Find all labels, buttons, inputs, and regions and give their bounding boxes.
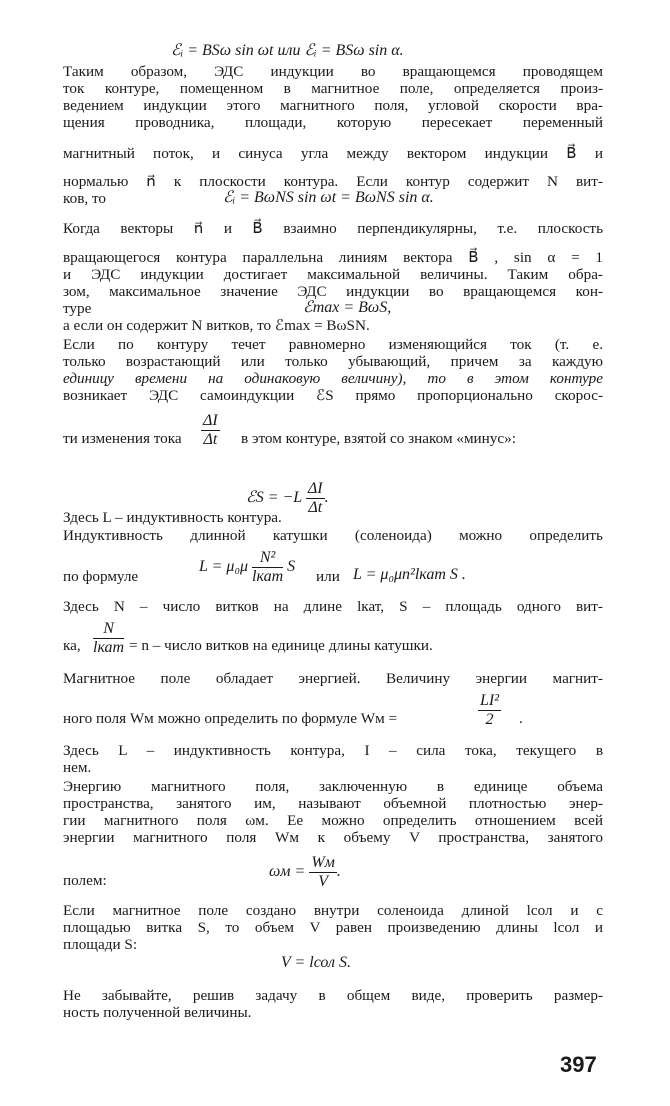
- punctuation: .: [519, 710, 523, 727]
- paragraph-line: Если по контуру течет равномерно изменяющийся ток (т. е.: [63, 336, 603, 353]
- formula-lhs: ℰS = −L: [246, 489, 302, 507]
- formula-tail: S: [287, 558, 296, 576]
- fraction-turns-per-length: [93, 620, 124, 657]
- paragraph-line: и ЭДС индукции достигает максимальной величины. Таким обра-: [63, 266, 603, 283]
- paragraph-line: вращающегося контура параллельна линиям вектора B⃗ , sin α = 1: [63, 249, 603, 266]
- paragraph-line: площади S:: [63, 936, 138, 953]
- paragraph-line: ток контуре, помещенном в магнитное поле, определяется произ-: [63, 80, 603, 97]
- paragraph-line: ти изменения тока: [63, 430, 182, 447]
- paragraph-line: = n – число витков на единице длины катушки.: [129, 637, 433, 654]
- fraction-numerator: LI²: [480, 692, 500, 709]
- fraction-energy: [478, 692, 501, 729]
- paragraph-line: Таким образом, ЭДС индукции во вращающемся проводящем: [63, 63, 603, 80]
- paragraph-line: нем.: [63, 759, 92, 776]
- formula-lhs: L = μ₀μ: [199, 558, 249, 576]
- paragraph-line: только возрастающий или только убывающий, причем за каждую: [63, 353, 603, 370]
- fraction-denominator: 2: [485, 711, 494, 728]
- paragraph-line: зом, максимальное значение ЭДС индукции во вращающемся кон-: [63, 283, 603, 300]
- paragraph-line: ность полученной величины.: [63, 1004, 252, 1021]
- fraction-numerator: N²: [252, 549, 283, 568]
- paragraph-line: Если магнитное поле создано внутри соленоида длиной lсол и с: [63, 902, 603, 919]
- paragraph-line: Здесь N – число витков на длине lкат, S – площадь одного вит-: [63, 598, 603, 615]
- formula-inductance-2: L = μ₀μn²lкат S .: [353, 566, 466, 583]
- fraction-energy-volume: [309, 854, 337, 891]
- paragraph-line: Когда векторы n⃗ и B⃗ взаимно перпендикулярны, т.е. плоскость: [63, 220, 603, 237]
- formula-self-induction: ℰS = −L $\frac{\Delta I}{\Delta t}$ .: [246, 480, 329, 516]
- formula-emf-turns: ℰᵢ = BωNS sin ωt = BωNS sin α.: [223, 189, 434, 206]
- fraction-current-rate: [201, 412, 220, 449]
- paragraph-line: туре: [63, 300, 92, 317]
- formula-lhs: ωм =: [269, 863, 306, 881]
- fraction-numerator: N: [93, 620, 124, 639]
- paragraph-line: Индуктивность длинной катушки (соленоида) можно определить: [63, 527, 603, 544]
- formula-volume: V = lсол S.: [281, 954, 352, 971]
- paragraph-line: пространства, занятого им, называют объемной плотностью энер-: [63, 795, 603, 812]
- paragraph-line: Магнитное поле обладает энергией. Величину энергии магнит-: [63, 670, 603, 687]
- paragraph-line: а если он содержит N витков, то ℰmax = BωSN.: [63, 317, 370, 334]
- paragraph-line: по формуле: [63, 568, 139, 585]
- paragraph-line: единицу времени на одинаковую величину), то в этом контуре: [63, 370, 603, 387]
- fraction-denominator: lкат: [93, 639, 125, 656]
- fraction-denominator: Δt: [203, 431, 218, 448]
- fraction-turns-length: [252, 549, 283, 586]
- paragraph-line: Энергию магнитного поля, заключенную в единице объема: [63, 778, 603, 795]
- paragraph-line: Здесь L – индуктивность контура.: [63, 509, 282, 526]
- paragraph-line: полем:: [63, 872, 107, 889]
- paragraph-line: гии магнитного поля ωм. Ее можно определить отношением всей: [63, 812, 603, 829]
- paragraph-line: ка,: [63, 637, 81, 654]
- formula-or: или: [316, 568, 340, 585]
- fraction-denominator: V: [318, 873, 328, 890]
- paragraph-line: щения проводника, площади, которую пересекает переменный: [63, 114, 603, 131]
- fraction-numerator: ΔI: [307, 480, 323, 497]
- paragraph-line: площадью витка S, то объем V равен произведению длины lсол и: [63, 919, 603, 936]
- paragraph-line: ков, то: [63, 190, 106, 207]
- fraction-numerator: Wм: [311, 854, 335, 871]
- paragraph-line: магнитный поток, и синуса угла между вектором индукции B⃗ и: [63, 145, 603, 162]
- fraction-numerator: ΔI: [203, 412, 218, 429]
- paragraph-line: возникает ЭДС самоиндукции ℰS прямо пропорционально скорос-: [63, 387, 603, 404]
- paragraph-line: ного поля Wм можно определить по формуле Wм =: [63, 710, 398, 727]
- page-number: 397: [560, 1052, 597, 1077]
- formula-emf-rotation: ℰᵢ = BSω sin ωt или ℰᵢ = BSω sin α.: [171, 42, 404, 59]
- paragraph-line: энергии магнитного поля Wм к объему V пространства, занятого: [63, 829, 603, 846]
- formula-energy-density: ωм = $\frac{Wм}{V}$ .: [269, 854, 341, 890]
- paragraph-line: Здесь L – индуктивность контура, I – сила тока, текущего в: [63, 742, 603, 759]
- paragraph-line: нормалью n⃗ к плоскости контура. Если контур содержит N вит-: [63, 173, 603, 190]
- fraction-denominator: Δt: [308, 499, 323, 516]
- formula-inductance-1: [199, 549, 295, 586]
- fraction-denominator: lкат: [252, 568, 284, 585]
- paragraph-line: Не забывайте, решив задачу в общем виде, проверить размер-: [63, 987, 603, 1004]
- paragraph-line: ведением индукции этого магнитного поля, угловой скорости вра-: [63, 97, 603, 114]
- formula-emf-max: ℰmax = BωS,: [303, 299, 392, 316]
- paragraph-line: в этом контуре, взятой со знаком «минус»:: [241, 430, 516, 447]
